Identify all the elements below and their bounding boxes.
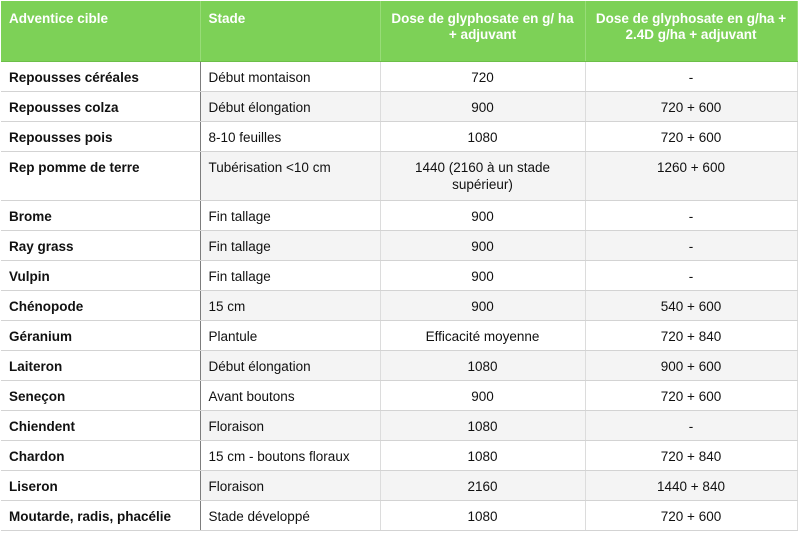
cell-stage: 8-10 feuilles [200,122,380,152]
cell-weed: Seneçon [1,381,200,411]
cell-weed: Géranium [1,321,200,351]
cell-dose-glyphosate-24d: - [585,62,797,92]
cell-dose-glyphosate-24d: 720 + 600 [585,501,797,531]
cell-dose-glyphosate: 1440 (2160 à un stade supérieur) [380,152,585,201]
cell-weed: Repousses céréales [1,62,200,92]
cell-weed: Chardon [1,441,200,471]
cell-weed: Moutarde, radis, phacélie [1,501,200,531]
cell-weed: Ray grass [1,231,200,261]
table-row [1,411,797,441]
cell-weed: Chiendent [1,411,200,441]
header-stage: Stade [200,1,380,62]
header-row [1,1,797,62]
cell-weed: Vulpin [1,261,200,291]
cell-dose-glyphosate-24d: 1440 + 840 [585,471,797,501]
cell-dose-glyphosate: 900 [380,291,585,321]
cell-dose-glyphosate: 900 [380,381,585,411]
cell-stage: Floraison [200,411,380,441]
cell-dose-glyphosate-24d: - [585,201,797,231]
table-row [1,152,797,201]
cell-dose-glyphosate: 1080 [380,411,585,441]
table-row [1,441,797,471]
table-row [1,291,797,321]
cell-dose-glyphosate-24d: 540 + 600 [585,291,797,321]
cell-dose-glyphosate-24d: - [585,231,797,261]
cell-dose-glyphosate-24d: 720 + 600 [585,122,797,152]
cell-stage: Avant boutons [200,381,380,411]
table-row [1,92,797,122]
cell-dose-glyphosate: 900 [380,261,585,291]
cell-weed: Repousses colza [1,92,200,122]
cell-weed: Rep pomme de terre [1,152,200,201]
herbicide-dose-table [1,1,798,531]
cell-dose-glyphosate-24d: 720 + 840 [585,441,797,471]
cell-dose-glyphosate: 1080 [380,501,585,531]
table-row [1,231,797,261]
table-body [1,62,797,531]
cell-dose-glyphosate: 900 [380,92,585,122]
cell-dose-glyphosate-24d: - [585,411,797,441]
table-row [1,321,797,351]
cell-dose-glyphosate-24d: 720 + 600 [585,381,797,411]
table-row [1,261,797,291]
header-weed: Adventice cible [1,1,200,62]
cell-stage: Floraison [200,471,380,501]
cell-dose-glyphosate-24d: 720 + 600 [585,92,797,122]
cell-dose-glyphosate: Efficacité moyenne [380,321,585,351]
cell-weed: Brome [1,201,200,231]
cell-weed: Chénopode [1,291,200,321]
cell-dose-glyphosate-24d: 900 + 600 [585,351,797,381]
cell-dose-glyphosate: 900 [380,201,585,231]
table-header [1,1,797,62]
header-dose-glyphosate-24d: Dose de glyphosate en g/ha + 2.4D g/ha + adjuvant [585,1,797,62]
cell-dose-glyphosate: 1080 [380,122,585,152]
table-row [1,381,797,411]
cell-dose-glyphosate-24d: - [585,261,797,291]
table-row [1,501,797,531]
cell-dose-glyphosate: 900 [380,231,585,261]
cell-stage: Tubérisation <10 cm [200,152,380,201]
cell-stage: 15 cm - boutons floraux [200,441,380,471]
header-dose-glyphosate: Dose de glyphosate en g/ ha + adjuvant [380,1,585,62]
cell-stage: Fin tallage [200,231,380,261]
cell-stage: Début montaison [200,62,380,92]
cell-weed: Laiteron [1,351,200,381]
table-row [1,471,797,501]
cell-stage: Début élongation [200,92,380,122]
cell-dose-glyphosate: 1080 [380,351,585,381]
cell-stage: Stade développé [200,501,380,531]
cell-dose-glyphosate: 1080 [380,441,585,471]
cell-stage: Fin tallage [200,201,380,231]
cell-stage: Début élongation [200,351,380,381]
table-row [1,122,797,152]
cell-dose-glyphosate: 2160 [380,471,585,501]
cell-dose-glyphosate-24d: 1260 + 600 [585,152,797,201]
cell-weed: Liseron [1,471,200,501]
cell-stage: 15 cm [200,291,380,321]
cell-dose-glyphosate-24d: 720 + 840 [585,321,797,351]
cell-dose-glyphosate: 720 [380,62,585,92]
table-row [1,351,797,381]
table-row [1,62,797,92]
cell-stage: Fin tallage [200,261,380,291]
table-row [1,201,797,231]
cell-weed: Repousses pois [1,122,200,152]
cell-stage: Plantule [200,321,380,351]
